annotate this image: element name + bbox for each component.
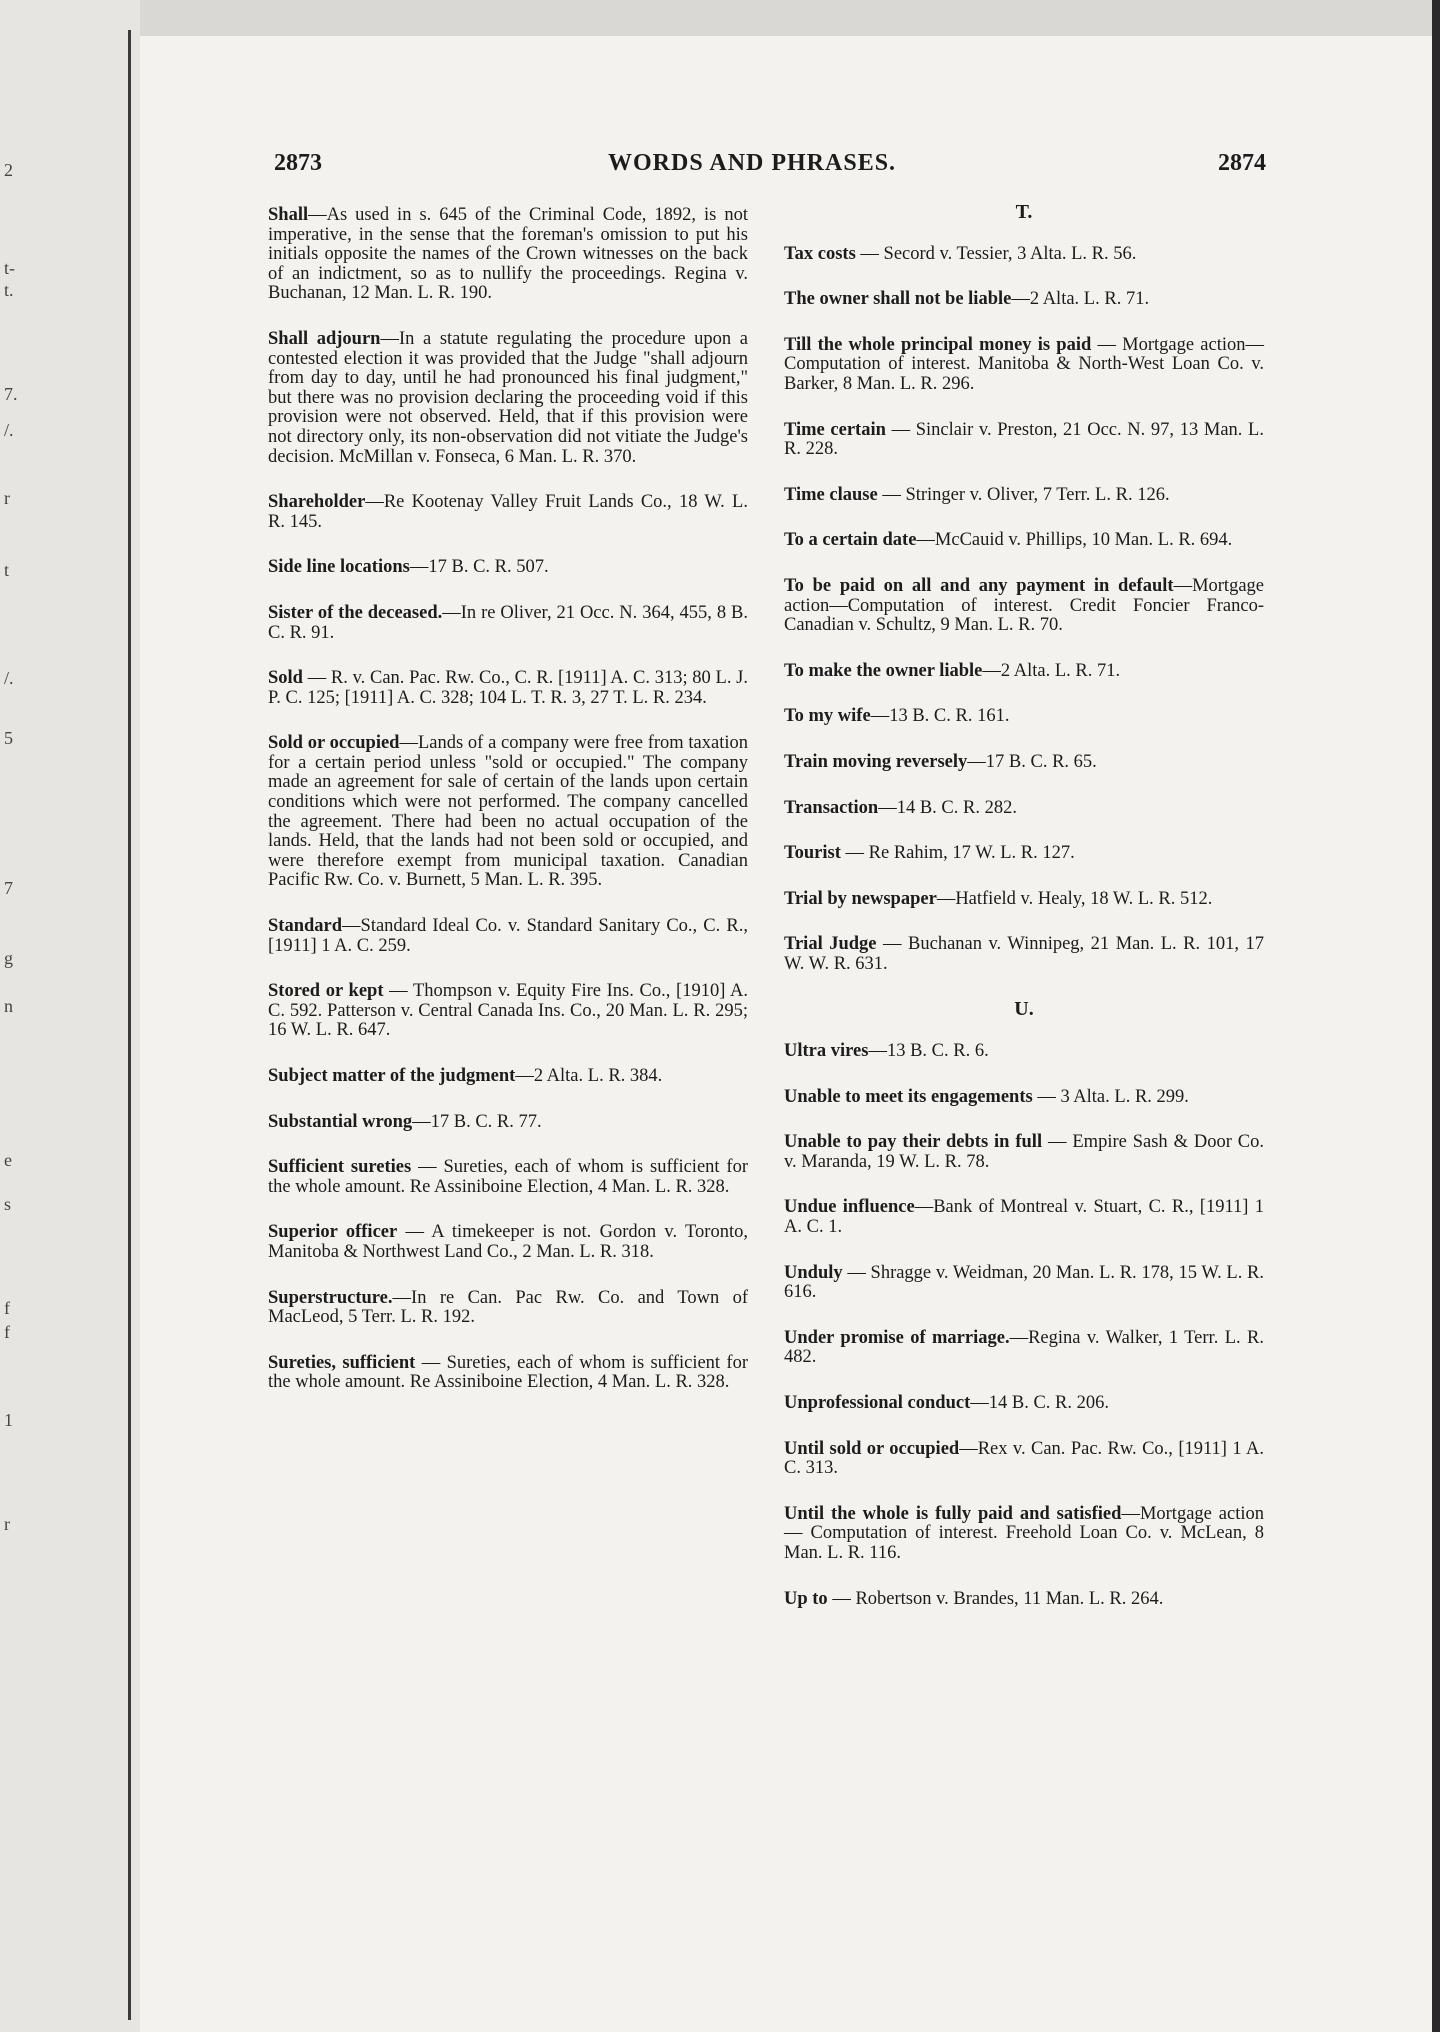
- entry-headword: Superstructure.: [268, 1287, 393, 1308]
- entry-headword: Time clause: [784, 484, 878, 505]
- entry-text: — Secord v. Tessier, 3 Alta. L. R. 56.: [855, 243, 1137, 264]
- entry-text: —Standard Ideal Co. v. Standard Sanitary Co., C. R., [1911] 1 A. C. 259.: [268, 916, 748, 956]
- entry-headword: Subject matter of the judgment: [268, 1066, 516, 1086]
- dictionary-entry: [784, 1042, 1264, 1062]
- entry-text: —Hatfield v. Healy, 18 W. L. R. 512.: [936, 888, 1213, 909]
- scan-right-edge: [1432, 0, 1440, 2032]
- entry-headword: Shall adjourn: [268, 328, 381, 349]
- entry-headword: Under promise of marriage.: [784, 1327, 1010, 1348]
- dictionary-entry: [268, 206, 748, 304]
- entry-text: —Regina v. Walker, 1 Terr. L. R. 482.: [784, 1327, 1265, 1368]
- dictionary-entry: [268, 558, 748, 578]
- dictionary-entry: [784, 707, 1264, 727]
- dictionary-entry: [784, 336, 1264, 395]
- entry-headword: To a certain date: [784, 530, 917, 551]
- entry-headword: Unduly: [784, 1262, 843, 1283]
- dictionary-entry: [268, 1113, 748, 1133]
- entry-headword: To my wife: [784, 706, 871, 727]
- dictionary-entry: [268, 1289, 748, 1328]
- entry-headword: Till the whole principal money is paid: [784, 334, 1092, 355]
- entry-text: —In re Can. Pac Rw. Co. and Town of MacLeod, 5 Terr. L. R. 192.: [268, 1287, 748, 1328]
- entry-text: — Buchanan v. Winnipeg, 21 Man. L. R. 101, 17 W. W. R. 631.: [784, 934, 1265, 974]
- dictionary-entry: [784, 1505, 1264, 1564]
- entry-text: —2 Alta. L. R. 71.: [1011, 289, 1150, 310]
- entry-headword: Unable to meet its engagements: [784, 1086, 1033, 1107]
- dictionary-entry: [784, 486, 1264, 506]
- entry-text: — 3 Alta. L. R. 299.: [1032, 1086, 1189, 1107]
- entry-text: — Robertson v. Brandes, 11 Man. L. R. 264.: [827, 1588, 1164, 1609]
- dictionary-entry: [784, 1088, 1264, 1108]
- entry-headword: Side line locations: [268, 557, 410, 578]
- dictionary-entry: [268, 493, 748, 532]
- dictionary-entry: [784, 1133, 1264, 1172]
- dictionary-entry: [784, 577, 1264, 636]
- entry-headword: Superior officer: [268, 1222, 398, 1243]
- dictionary-entry: [268, 669, 748, 708]
- entry-text: —17 B. C. R. 65.: [967, 751, 1097, 772]
- entry-text: —2 Alta. L. R. 384.: [515, 1066, 663, 1086]
- dictionary-entry: [268, 604, 748, 643]
- dictionary-entry: [268, 734, 748, 891]
- entry-headword: Time certain: [784, 419, 886, 440]
- dictionary-entry: [784, 799, 1264, 819]
- entry-headword: To be paid on all and any payment in default: [784, 575, 1174, 596]
- entry-text: — Sureties, each of whom is sufficient for the whole amount. Re Assiniboine Election, 4 Man. L. R. 328.: [268, 1157, 748, 1197]
- page-number-right: 2874: [1218, 150, 1266, 176]
- section-letter-u: U.: [1014, 998, 1034, 1021]
- page-header: [268, 150, 1268, 190]
- entry-text: —14 B. C. R. 282.: [878, 797, 1017, 818]
- entry-headword: The owner shall not be liable: [784, 289, 1012, 310]
- dictionary-entry: [784, 531, 1264, 551]
- entry-text: —Rex v. Can. Pac. Rw. Co., [1911] 1 A. C. 313.: [784, 1438, 1264, 1479]
- entry-text: —13 B. C. R. 6.: [868, 1041, 989, 1062]
- entry-text: —Lands of a company were free from taxation for a certain period unless "sold or occupied." The company made an agreement for sale of certain of the lands upon certain conditions which were not performed. The company cancelled the agreement. There had been no actual occupation of the lands. Held, that the lands had not been sold or occupied, and were therefore exempt from municipal taxation. Canadian Pacific Rw. Co. v. Burnett, 5 Man. L. R. 395.: [268, 733, 749, 891]
- page-number-left: 2873: [274, 150, 322, 176]
- entry-headword: Tourist: [784, 843, 841, 864]
- entry-headword: Ultra vires: [784, 1041, 869, 1062]
- scan-top-edge: [140, 0, 1432, 36]
- entry-headword: Until sold or occupied: [784, 1438, 960, 1459]
- dictionary-entry: [268, 1158, 748, 1197]
- entry-text: —2 Alta. L. R. 71.: [982, 660, 1121, 681]
- section-letter-t: T.: [1015, 201, 1033, 223]
- entry-headword: Up to: [784, 1588, 828, 1609]
- right-column: [784, 201, 1265, 1635]
- entry-text: —In a statute regulating the procedure upon a contested election it was provided that the Judge "shall adjourn from day to day, until he had pronounced his final judgment," but there was no provision declaring the proceeding void if this provision were not observed. Held, that if this provision were not directory only, its non-observation did not vitiate the Judge's decision. McMillan v. Fonseca, 6 Man. L. R. 370.: [268, 328, 748, 467]
- entry-text: —Mortgage action—Computation of interest. Credit Foncier Franco-Canadian v. Schultz, 9 Man. L. R. 70.: [784, 575, 1264, 636]
- entry-text: — R. v. Can. Pac. Rw. Co., C. R. [1911] A. C. 313; 80 L. J. P. C. 125; [1911] A. C. 328; 104 L. T. R. 3, 27 T. L. R. 234.: [268, 668, 748, 708]
- entry-text: — Empire Sash & Door Co. v. Maranda, 19 W. L. R. 78.: [784, 1132, 1264, 1172]
- entry-text: —In re Oliver, 21 Occ. N. 364, 455, 8 B. C. R. 91.: [268, 602, 748, 643]
- entry-text: — Re Rahim, 17 W. L. R. 127.: [840, 843, 1075, 864]
- entry-headword: Tax costs: [784, 243, 856, 264]
- entry-text: —Re Kootenay Valley Fruit Lands Co., 18 W. L. R. 145.: [268, 492, 748, 532]
- dictionary-entry: [784, 935, 1264, 974]
- running-title: WORDS AND PHRASES.: [608, 150, 897, 176]
- dictionary-entry: [784, 290, 1264, 310]
- dictionary-entry: [784, 844, 1264, 864]
- dictionary-entry: [268, 1223, 748, 1262]
- dictionary-entry: [784, 890, 1264, 910]
- entry-text: — Sinclair v. Preston, 21 Occ. N. 97, 13 Man. L. R. 228.: [784, 419, 1264, 460]
- entry-headword: Trial by newspaper: [784, 888, 937, 909]
- entry-headword: Sold or occupied: [268, 733, 400, 754]
- dictionary-entry: [784, 1264, 1264, 1303]
- t-entries: [784, 245, 1264, 975]
- entry-headword: Unprofessional conduct: [784, 1393, 971, 1413]
- entry-text: —13 B. C. R. 161.: [870, 706, 1010, 727]
- entry-headword: Sold: [268, 668, 303, 689]
- dictionary-entry: [784, 753, 1264, 773]
- entry-text: —As used in s. 645 of the Criminal Code, 1892, is not imperative, in the sense that the foreman's omission to put his initials opposite the names of the Crown witnesses on the back of an indictment, so as to nullify the proceedings. Regina v. Buchanan, 12 Man. L. R. 190.: [268, 205, 748, 304]
- entry-text: — Mortgage action—Computation of interest. Manitoba & North-West Loan Co. v. Barker, 8 Man. L. R. 296.: [784, 334, 1265, 394]
- entry-headword: Undue influence: [784, 1197, 915, 1218]
- dictionary-entry: [784, 1329, 1264, 1368]
- left-column: [268, 206, 748, 1419]
- entry-text: — Stringer v. Oliver, 7 Terr. L. R. 126.: [877, 484, 1170, 505]
- dictionary-entry: [784, 245, 1264, 265]
- dictionary-entry: [268, 330, 748, 467]
- dictionary-entry: [784, 1198, 1264, 1237]
- entry-headword: Sureties, sufficient: [268, 1352, 416, 1373]
- dictionary-entry: [784, 1394, 1264, 1414]
- dictionary-entry: [784, 1440, 1264, 1479]
- dictionary-entry: [268, 982, 748, 1041]
- entry-text: — Sureties, each of whom is sufficient for the whole amount. Re Assiniboine Election, 4 Man. L. R. 328.: [268, 1352, 748, 1393]
- entry-text: —14 B. C. R. 206.: [970, 1393, 1110, 1413]
- u-entries: [784, 1042, 1264, 1609]
- entry-text: —17 B. C. R. 77.: [412, 1111, 542, 1132]
- entry-headword: Transaction: [784, 797, 879, 818]
- dictionary-entry: [268, 917, 748, 956]
- entry-text: —17 B. C. R. 507.: [409, 557, 549, 578]
- entry-headword: Standard: [268, 916, 343, 937]
- entry-text: — A timekeeper is not. Gordon v. Toronto, Manitoba & Northwest Land Co., 2 Man. L. R. 318.: [268, 1222, 748, 1262]
- entry-headword: To make the owner liable: [784, 660, 983, 681]
- dictionary-entry: [268, 1067, 748, 1087]
- entry-headword: Sufficient sureties: [268, 1157, 412, 1178]
- entry-headword: Unable to pay their debts in full: [784, 1132, 1043, 1153]
- entry-headword: Until the whole is fully paid and satisfied: [784, 1503, 1122, 1524]
- entry-headword: Shall: [268, 205, 309, 225]
- facing-page-edge-text: 2 t- t. 7. /. r t /. 5 7 g n e s f f 1 r: [4, 160, 18, 1534]
- entry-headword: Sister of the deceased.: [268, 602, 443, 623]
- entry-text: —McCauid v. Phillips, 10 Man. L. R. 694.: [916, 530, 1233, 551]
- entry-text: —Bank of Montreal v. Stuart, C. R., [1911] 1 A. C. 1.: [784, 1197, 1264, 1238]
- entry-headword: Trial Judge: [784, 934, 877, 955]
- dictionary-entry: [784, 662, 1264, 682]
- entry-text: — Shragge v. Weidman, 20 Man. L. R. 178, 15 W. L. R. 616.: [784, 1262, 1264, 1303]
- dictionary-entry: [784, 1590, 1264, 1610]
- page-gutter-rule: [128, 30, 131, 2020]
- entry-text: —Mortgage action — Computation of interest. Freehold Loan Co. v. McLean, 8 Man. L. R. 116.: [784, 1503, 1264, 1563]
- entry-headword: Shareholder: [268, 492, 366, 513]
- entry-headword: Train moving reversely: [784, 751, 968, 772]
- dictionary-entry: [784, 421, 1264, 460]
- dictionary-entry: [268, 1354, 748, 1393]
- entry-headword: Stored or kept: [268, 981, 384, 1002]
- entry-headword: Substantial wrong: [268, 1111, 413, 1132]
- entry-text: — Thompson v. Equity Fire Ins. Co., [1910] A. C. 592. Patterson v. Central Canada Ins. Co., 20 Man. L. R. 295; 16 W. L. R. 647.: [268, 981, 748, 1041]
